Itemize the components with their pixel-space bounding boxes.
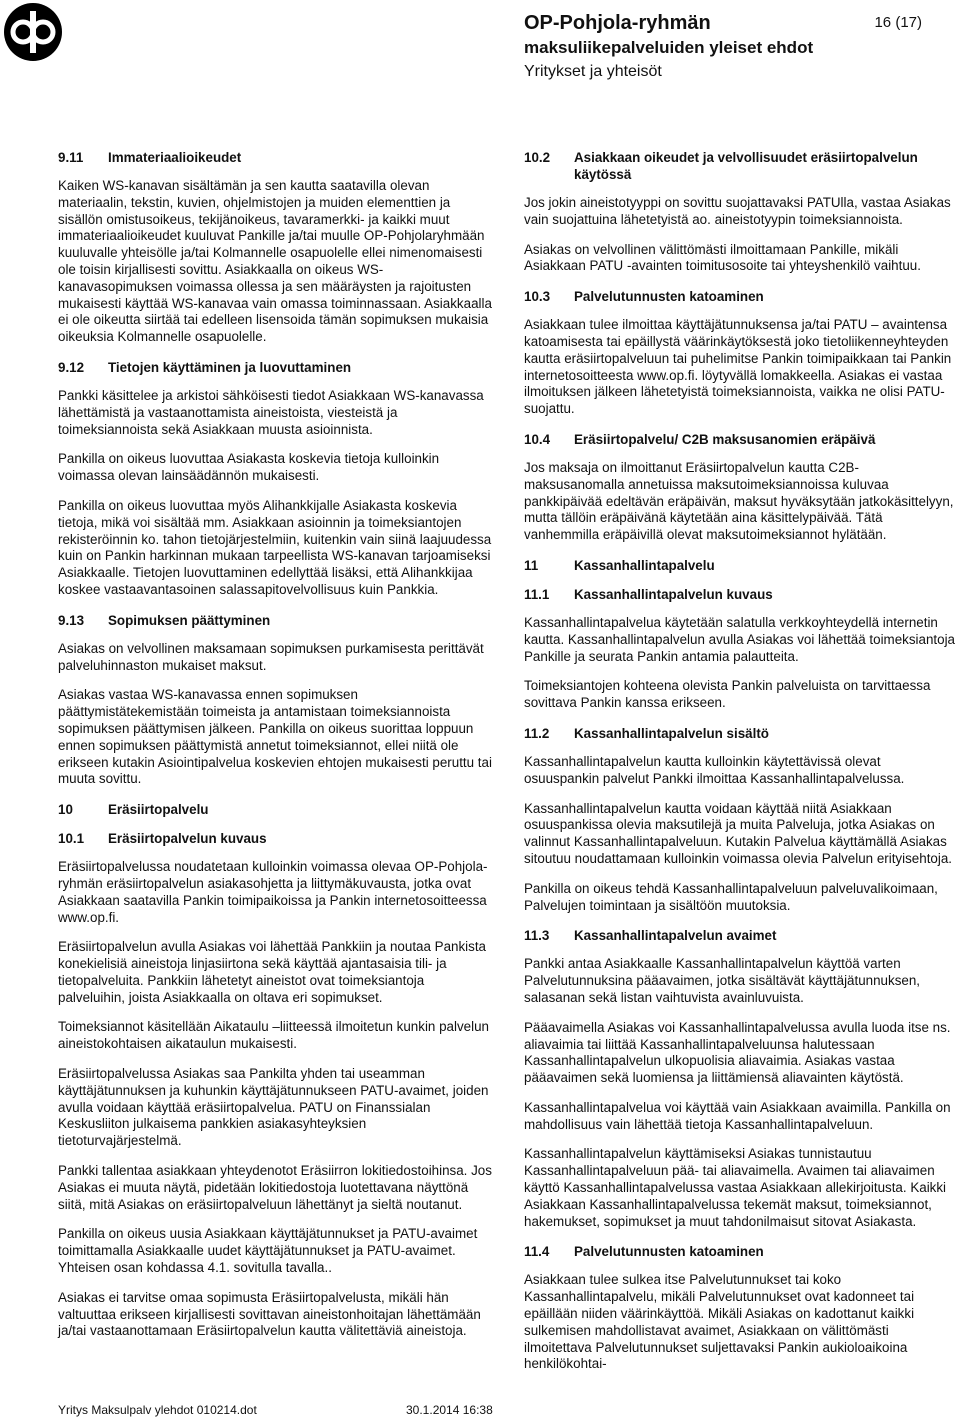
paragraph: Asiakas on velvollinen välittömästi ilmoittamaan Pankille, mikäli Asiakkaan PATU -avainten toimitusosoite tai yhteyshenkilö vaihtuu. — [524, 241, 921, 274]
footer-date: 30.1.2014 16:38 — [406, 1403, 493, 1417]
section-title: Kassanhallintapalvelun avaimet — [574, 928, 777, 944]
paragraph: Pankki käsittelee ja arkistoi sähköisesti tiedot Asiakkaan WS-kanavassa lähettämistä ja vastaanottamista aineistoista, viesteistä ja toimeksiannoista sekä Asiakkaan muusta asioinnista. — [58, 387, 484, 437]
section-title: Immateriaalioikeudet — [108, 150, 242, 165]
paragraph: Eräsiirtopalvelussa Asiakas saa Pankilta yhden tai useamman käyttäjätunnuksen ja kuhunkin käyttäjätunnukseen PATU-avaimet, joiden avulla voidaan käyttää eräsiirtopalvelua. PATU on Finanssialan Keskusliiton julkaisema pankkien asiakasyhteyksien tietoturvajärjestelmä. — [58, 1066, 489, 1149]
paragraph: Asiakas vastaa WS-kanavassa ennen sopimuksen päättymistätekemistään toimeista ja antamistaan toimeksiannoista sopimuksen päättymisen jälkeen. Pankilla on oikeus suorittaa loppuun ennen sopimuksen päättymistä annetut toimeksiannot, ellei niitä ole erikseen kutakin Asiointipalvelua koskevien ehtojen mukaisesti peruttu tai muuta sovittu. — [58, 687, 492, 787]
section-title: Tietojen käyttäminen ja luovuttaminen — [108, 359, 352, 375]
paragraph: Pankilla on oikeus luovuttaa Asiakasta koskevia tietoja kulloinkin voimassa olevan lainsäädännön mukaisesti. — [58, 451, 440, 484]
section-heading — [524, 288, 958, 305]
header-subtitle: maksuliikepalveluiden yleiset ehdot — [524, 38, 814, 57]
section-number: 10 — [58, 802, 73, 818]
section-number: 11.2 — [524, 725, 550, 741]
section-number: 11.4 — [524, 1244, 550, 1260]
section-heading — [524, 557, 958, 574]
paragraph: Jos maksaja on ilmoittanut Eräsiirtopalvelun kautta C2B-maksusanomalla annetuissa maksutoimeksiannoissa kuluvaa pankkipäivää edeltävän eräpäivän, maksut hyväksytään jatkokäsittelyyn, mutta tällöin eräpäivänä käytetään aina käsittelypäivää. Tätä vanhemmilla eräpäivillä olevat maksutoimeksiannot hylätään. — [524, 459, 954, 543]
section-heading — [58, 149, 492, 166]
section-title: Eräsiirtopalvelu/ C2B maksusanomien eräpäivä — [574, 431, 876, 447]
header-title: OP-Pohjola-ryhmän — [524, 12, 711, 34]
paragraph: Kaiken WS-kanavan sisältämän ja sen kautta saatavilla olevan materiaalin, tekstin, kuvien, ohjelmistojen ja muiden elementtien ja sisällön omistusoikeus, tekijänoikeus, tavaramerkki- ja kaikki muut immateriaalioikeudet kuuluvat Pankille ja/tai muulle OP-Pohjolaryhmään kuuluvalle yhteisölle ja/tai Kolmannelle osapuolelle ellei nimenomaisesti ole toisin kirjallisesti sovittu. Asiakkaalla on oikeus WS-kanavasopimuksen voimassa ollessa ja sen määräysten ja rajoitusten mukaisesti käyttää WS-kanavaa vain omassa toiminnassaan. Asiakkaalla ei ole oikeutta siirtää tai edelleen lisensoida tämän sopimuksen mukaisia oikeuksia Kolmannelle osapuolelle. — [58, 178, 492, 345]
paragraph: Asiakkaan tulee sulkea itse Palvelutunnukset tai koko Kassanhallintapalvelu, mikäli Palvelutunnukset ovat kadonneet tai epäillään niiden väärinkäyttöä. Mikäli Asiakas on kadottanut kaikki sulkemisen mahdollistavat avaimet, Asiakkaan on välittömästi ilmoitettava Palvelutunnukset suljettavaksi Pankin aukioloaikoina henkilökohtai- — [524, 1272, 915, 1372]
paragraph: Kassanhallintapalvelun kautta kulloinkin käytettävissä olevat osuuspankin palvelut Pankki ilmoittaa Kassanhallintapalvelussa. — [524, 753, 905, 786]
paragraph: Pankilla on oikeus uusia Asiakkaan käyttäjätunnukset ja PATU-avaimet toimittamalla Asiakkaalle uudet käyttäjätunnukset ja PATU-avaimet. Yhteisen osan kohdassa 4.1. sovitulla tavalla.. — [58, 1226, 478, 1276]
page-number: 16 (17) — [874, 14, 922, 31]
paragraph: Pankki tallentaa asiakkaan yhteydenotot Eräsiirron lokitiedostoihinsa. Jos Asiakas ei muuta näytä, pidetään lokitiedostoja luotettavana näyttönä siitä, mitä Asiakas on eräsiirtopalveluun lähettänyt ja sieltä noutanut. — [58, 1163, 492, 1212]
paragraph: Eräsiirtopalvelussa noudatetaan kulloinkin voimassa olevaa OP-Pohjola-ryhmän eräsiirtopalvelun asiakasohjetta ja liittymäkuvausta, jotka ovat Asiakkaan saatavilla Pankin toimipaikoissa ja Pankin internetosoitteessa www.op.fi. — [58, 859, 488, 925]
paragraph: Pääavaimella Asiakas voi Kassanhallintapalvelussa avulla luoda itse ns. aliavaimia tai liittää Kassanhallintapalveluunsa halutessaan Kassanhallintapalvelun ulkopuolisia aliavaimia. Asiakas vastaa pääavaimen sekä luomiensa ja liittämiensä aliavainten käytöstä. — [524, 1019, 951, 1086]
section-number: 9.11 — [58, 150, 84, 165]
section-title: Sopimuksen päättyminen — [108, 612, 271, 628]
section-number: 11.1 — [524, 586, 550, 602]
paragraph: Jos jokin aineistotyyppi on sovittu suojattavaksi PATUlla, vastaa Asiakas vain suojattuina lähetetyistä ao. aineistotyypin toimeksiannoista. — [524, 195, 951, 227]
section-heading — [524, 149, 958, 183]
section-title: Asiakkaan oikeudet ja velvollisuudet eräsiirtopalvelun käytössä — [574, 150, 918, 182]
section-title: Palvelutunnusten katoaminen — [574, 1244, 764, 1260]
section-number: 10.3 — [524, 289, 551, 305]
section-number: 9.12 — [58, 359, 85, 375]
section-title: Kassanhallintapalvelun sisältö — [574, 725, 769, 741]
paragraph: Pankilla on oikeus tehdä Kassanhallintapalveluun palveluvalikoimaan, Palvelujen toimintaan ja sisältöön muutoksia. — [524, 880, 938, 913]
paragraph: Kassanhallintapalvelun käyttämiseksi Asiakas tunnistautuu Kassanhallintapalveluun pää- tai aliavaimella. Avaimen tai aliavaimen käyttö Kassanhallintapalvelussa vastaa Asiakkaan allekirjoitusta. Kaikki Asiakkaan Kassanhallintapalvelussa tekemät maksut, toimeksiannot, hakemukset, sopimukset ja muut tahdonilmaisut sitovat Asiakasta. — [524, 1146, 947, 1229]
left-column — [58, 149, 492, 1353]
op-pohjola-logo — [3, 2, 63, 62]
paragraph: Asiakkaan tulee ilmoittaa käyttäjätunnuksensa ja/tai PATU – avaintensa katoamisesta tai epäillystä väärinkäytöksestä joko tietoliikenneyhteyden kautta eräsiirtopalveluun tai puhelimitse Pankin toimipaikkaan tai Pankin internetosoitteesta www.op.fi. löytyvällä lomakkeella. Asiakas ei vastaa ilmoituksen jälkeen lähetetyistä toimeksiannoista, vaikka ne olisi PATU-suojattu. — [524, 317, 952, 417]
section-title: Eräsiirtopalvelu — [108, 802, 209, 818]
section-title: Eräsiirtopalvelun kuvaus — [108, 831, 267, 847]
paragraph: Toimeksiannot käsitellään Aikataulu –liitteessä ilmoitetun kunkin palvelun aineistokohtaisen aikataulun mukaisesti. — [58, 1019, 489, 1052]
paragraph: Kassanhallintapalvelua voi käyttää vain Asiakkaan avaimilla. Pankilla on mahdollisuus vain lähettää tietoja Kassanhallintapalveluun. — [524, 1099, 951, 1132]
document-header — [524, 10, 813, 84]
section-heading — [524, 927, 958, 944]
footer-filename: Yritys Maksulpalv ylehdot 010214.dot — [58, 1403, 257, 1417]
right-column — [524, 149, 958, 1386]
section-heading — [524, 431, 958, 448]
section-number: 11 — [524, 557, 539, 573]
paragraph: Kassanhallintapalvelua käytetään salatulla verkkoyhteydellä internetin kautta. Kassanhallintapalvelun avulla Asiakas voi lähettää toimeksiantoja Pankille ja seurata Pankin antamia palautteita. — [524, 614, 955, 664]
section-title: Kassanhallintapalvelu — [574, 557, 715, 573]
section-heading — [58, 801, 492, 818]
section-number: 10.4 — [524, 431, 551, 447]
paragraph: Eräsiirtopalvelun avulla Asiakas voi lähettää Pankkiin ja noutaa Pankista konekielisiä aineistoja linjasiirtona sekä käyttää ajantasaisia tili- ja tietopalveluita. Pankkiin lähetetyt aineistot ovat toimeksiantoja palveluihin, joista Asiakkaalla on oltava eri sopimukset. — [58, 939, 487, 1005]
paragraph: Toimeksiantojen kohteena olevista Pankin palveluista on tarvittaessa sovittava Pankin kanssa erikseen. — [524, 678, 931, 711]
section-title: Kassanhallintapalvelun kuvaus — [574, 586, 773, 602]
section-title: Palvelutunnusten katoaminen — [574, 289, 764, 305]
paragraph: Asiakas on velvollinen maksamaan sopimuksen purkamisesta perittävät palveluhinnaston mukaiset maksut. — [58, 640, 484, 673]
paragraph: Pankki antaa Asiakkaalle Kassanhallintapalvelun käyttöä varten Palvelutunnuksina pääavaimen, jotka sisältävät käyttäjätunnuksen, salasanan sekä listan vaihtuvista avainluvuista. — [524, 956, 921, 1005]
section-number: 11.3 — [524, 928, 550, 944]
section-number: 10.2 — [524, 150, 551, 165]
section-heading — [524, 1243, 958, 1260]
section-number: 9.13 — [58, 612, 85, 628]
section-heading — [524, 725, 958, 742]
section-heading — [58, 612, 492, 629]
paragraph: Pankilla on oikeus luovuttaa myös Alihankkijalle Asiakasta koskevia tietoja, mikä voi sisältää mm. Asiakkaan asioinnin ja toimeksiantojen rekisteröinnin ko. tahon tietojärjestelmiin, kuitenkin vain siinä laajuudessa kuin on Pankin harkinnan mukaan tarpeellista WS-kanavan tarjoamiseksi Asiakkaalle. Tietojen luovuttaminen edellyttää lisäksi, että Alihankkijaa koskee vastaavantasoinen salassapitovelvollisuus kuin Pankkia. — [58, 497, 492, 597]
section-heading — [58, 830, 492, 847]
paragraph: Kassanhallintapalvelun kautta voidaan käyttää niitä Asiakkaan osuuspankissa olevia maksutilejä ja muita Palveluja, jotka Asiakas on valinnut Kassanhallintapalveluun. Kutakin Palvelua käyttämällä Asiakas sitoutuu noudattamaan kulloinkin voimassa olevia Palvelun erityisehtoja. — [524, 800, 953, 866]
header-segment: Yritykset ja yhteisöt — [524, 63, 662, 80]
section-heading — [58, 359, 492, 376]
paragraph: Asiakas ei tarvitse omaa sopimusta Eräsiirtopalvelusta, mikäli hän valtuuttaa erikseen kirjallisesti sovittavan aineistonhoitajan lähettämään ja/tai vastaanottamaan Eräsiirtopalvelun kautta välitettäviä aineistoja. — [58, 1289, 481, 1339]
section-heading — [524, 586, 958, 603]
section-number: 10.1 — [58, 831, 85, 847]
